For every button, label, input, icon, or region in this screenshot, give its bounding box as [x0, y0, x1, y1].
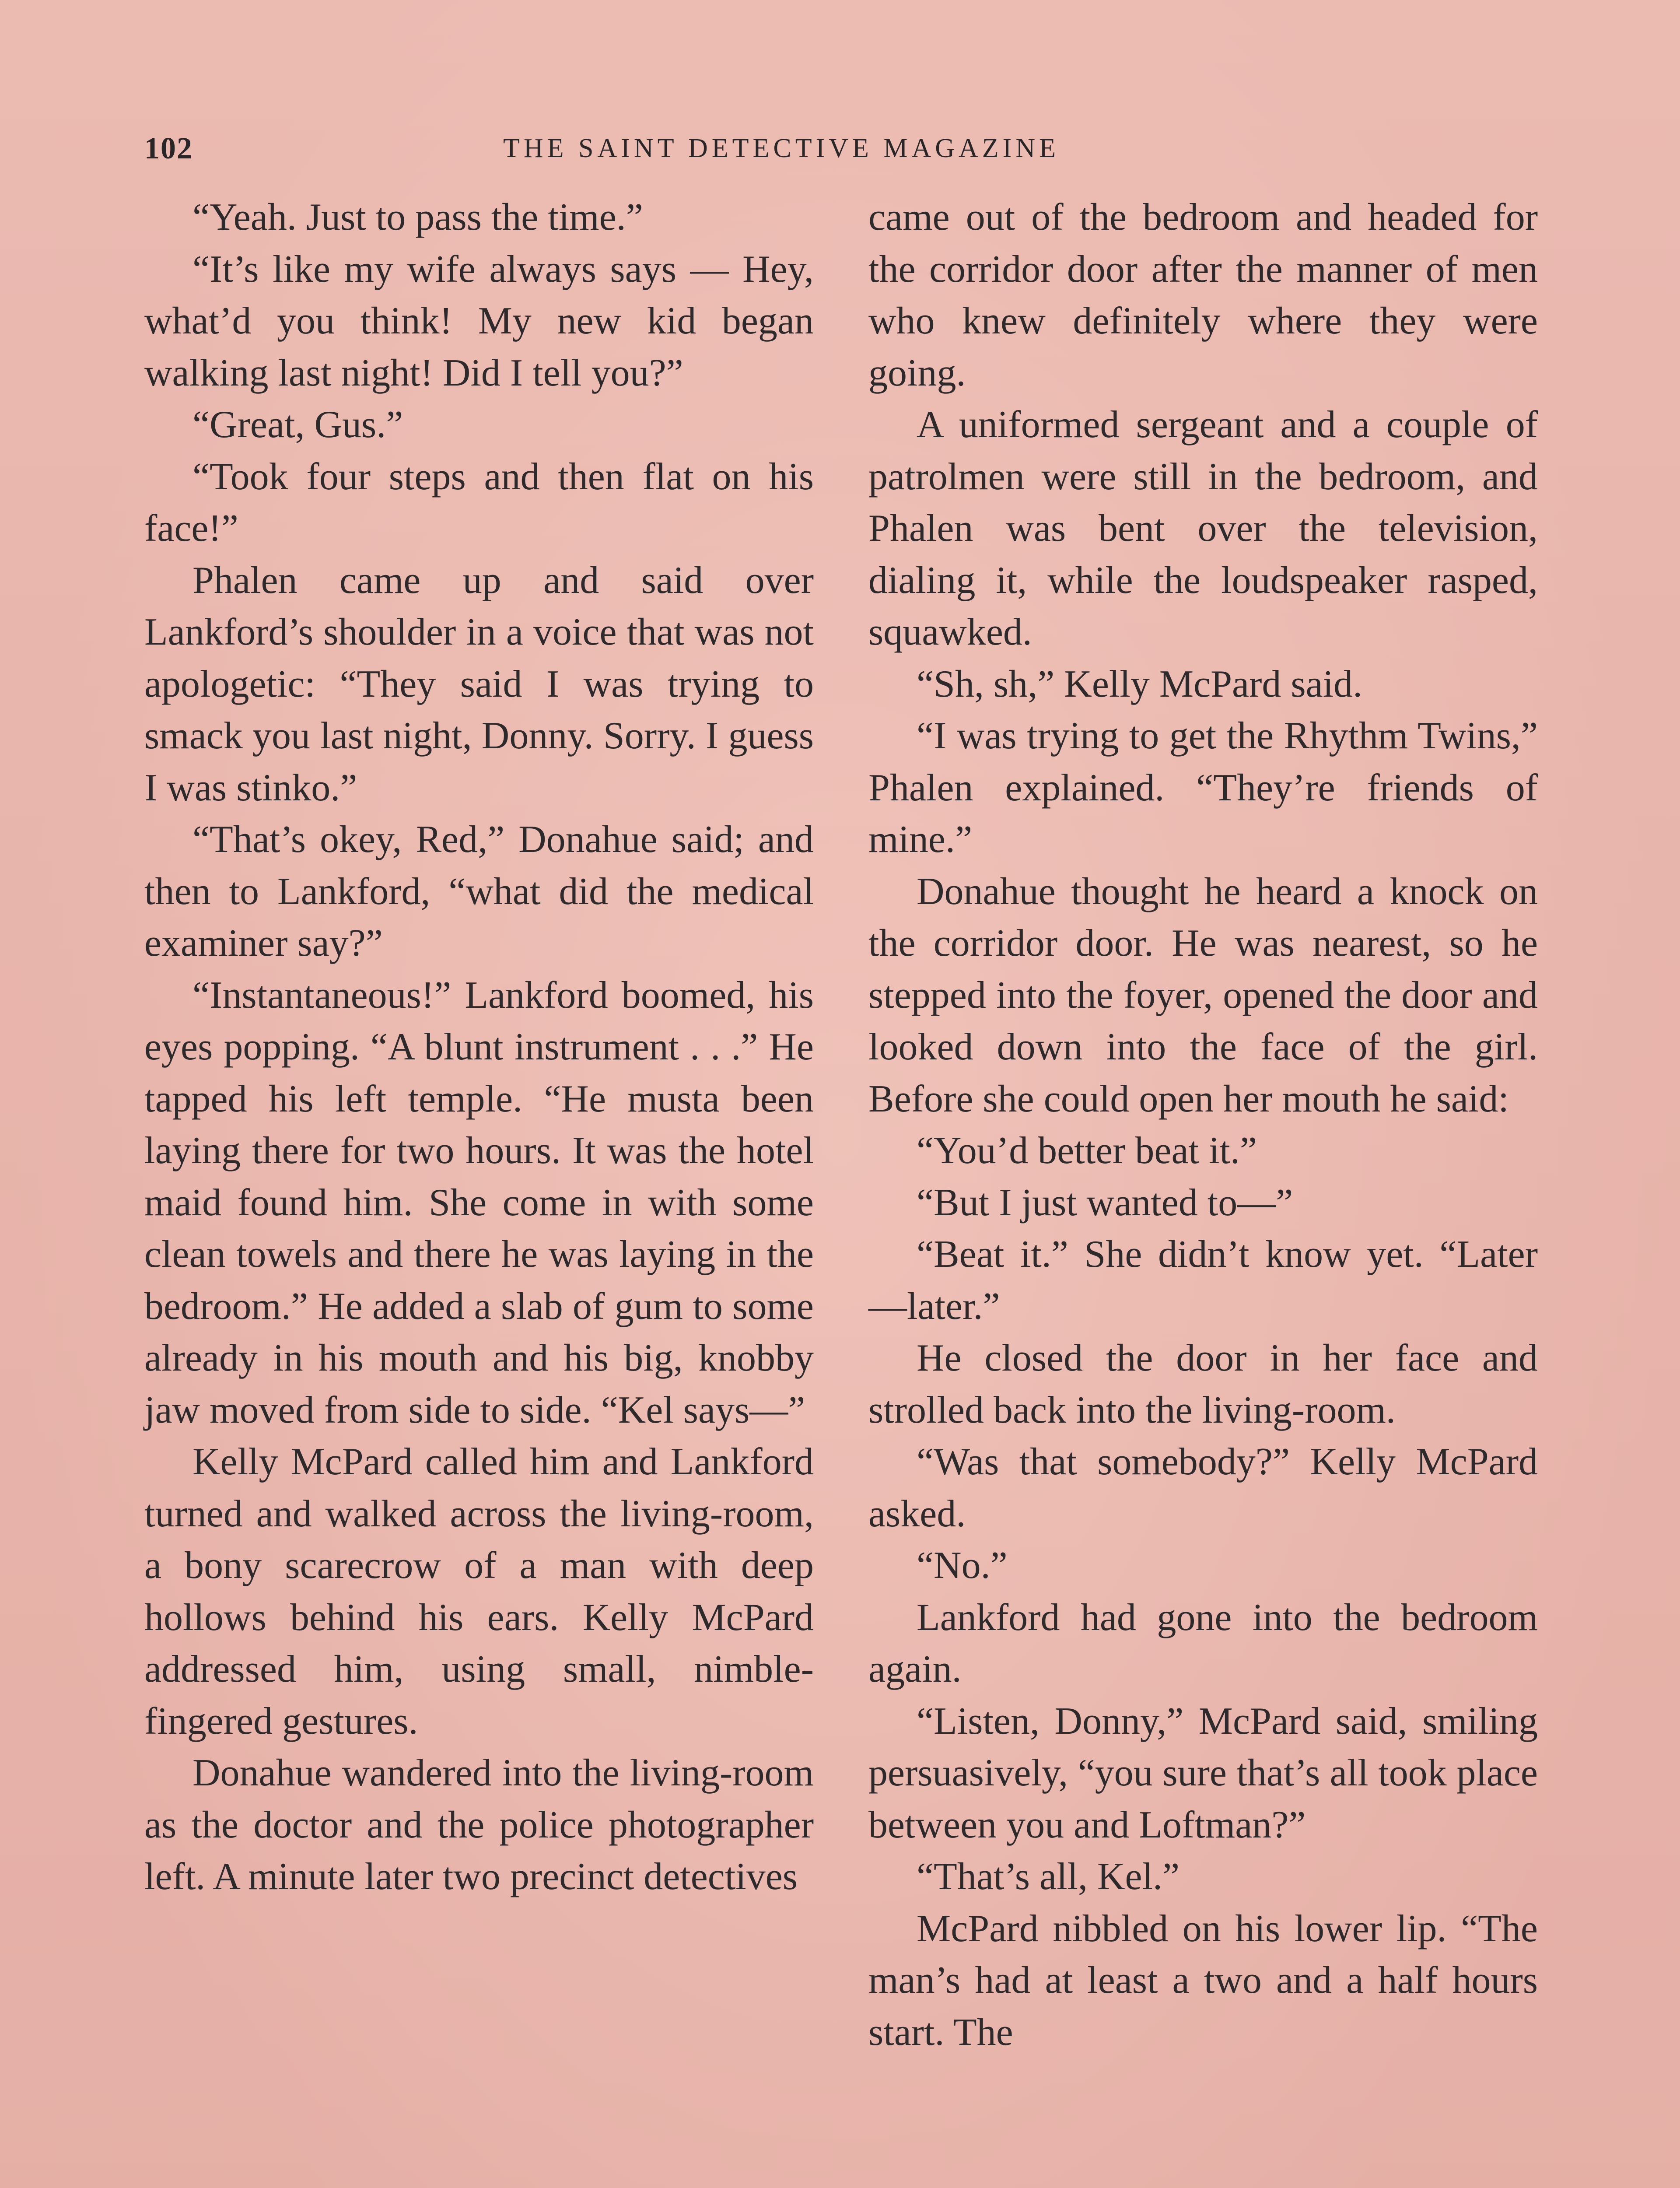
page-number: 102 — [144, 132, 193, 165]
paragraph: “Great, Gus.” — [192, 403, 403, 446]
paragraph: “That’s okey, Red,” Donahue said; and then to Lankford, “what did the medical examiner say?” — [144, 818, 814, 964]
paragraph: Donahue wandered into the living-room as the doctor and the police photographer left. A minute later two precinct detectives — [144, 1752, 814, 1898]
paragraph: “Beat it.” She didn’t know yet. “Later—later.” — [868, 1233, 1538, 1328]
left-column — [144, 192, 814, 1903]
paragraph: A uniformed sergeant and a couple of patrolmen were still in the bedroom, and Phalen was bent over the television, dialing it, while the loudspeaker rasped, squawked. — [868, 403, 1538, 653]
right-column — [868, 192, 1538, 2058]
paragraph: Phalen came up and said over Lankford’s shoulder in a voice that was not apologetic: “They said I was trying to smack you last night, Donny. Sorry. I guess I was stinko.” — [144, 559, 814, 809]
paragraph: “Was that somebody?” Kelly McPard asked. — [868, 1441, 1538, 1535]
paragraph: “You’d better beat it.” — [917, 1129, 1257, 1172]
paragraph: “Sh, sh,” Kelly McPard said. — [917, 663, 1363, 705]
paragraph: Lankford had gone into the bedroom again. — [868, 1596, 1538, 1690]
paragraph: “Instantaneous!” Lankford boomed, his eyes popping. “A blunt instrument . . .” He tapped his left temple. “He musta been laying there for two hours. It was the hotel maid found him. She come in with some clean towels and there he was laying in the bedroom.” He added a slab of gum to some already in his mouth and his big, knobby jaw moved from side to side. “Kel says—” — [144, 974, 814, 1431]
paragraph: “No.” — [917, 1544, 1008, 1587]
page-header — [144, 131, 1544, 179]
paragraph: “Yeah. Just to pass the time.” — [192, 196, 643, 238]
paragraph: Kelly McPard called him and Lankford turned and walked across the living-room, a bony scarecrow of a man with deep hollows behind his ears. Kelly McPard addressed him, using small, nimble-fingered gestures. — [144, 1441, 814, 1743]
paragraph: McPard nibbled on his lower lip. “The man’s had at least a two and a half hours start. The — [868, 1907, 1538, 2054]
paragraph: “That’s all, Kel.” — [917, 1855, 1180, 1898]
running-title: THE SAINT DETECTIVE MAGAZINE — [503, 133, 1060, 163]
paragraph: “It’s like my wife always says — Hey, what’d you think! My new kid began walking last night! Did I tell you?” — [144, 248, 814, 394]
paragraph: “Took four steps and then flat on his face!” — [144, 455, 814, 550]
paragraph: He closed the door in her face and strolled back into the living-room. — [868, 1337, 1538, 1431]
paragraph-continued: came out of the bedroom and headed for the corridor door after the manner of men who knew definitely where they were going. — [868, 196, 1538, 394]
paragraph: “But I just wanted to—” — [917, 1181, 1293, 1224]
paragraph: “Listen, Donny,” McPard said, smiling persuasively, “you sure that’s all took place between you and Loftman?” — [868, 1700, 1538, 1846]
paragraph: “I was trying to get the Rhythm Twins,” Phalen explained. “They’re friends of mine.” — [868, 715, 1538, 861]
paragraph: Donahue thought he heard a knock on the corridor door. He was nearest, so he stepped into the foyer, opened the door and looked down into the face of the girl. Before she could open her mouth he said: — [868, 870, 1538, 1120]
